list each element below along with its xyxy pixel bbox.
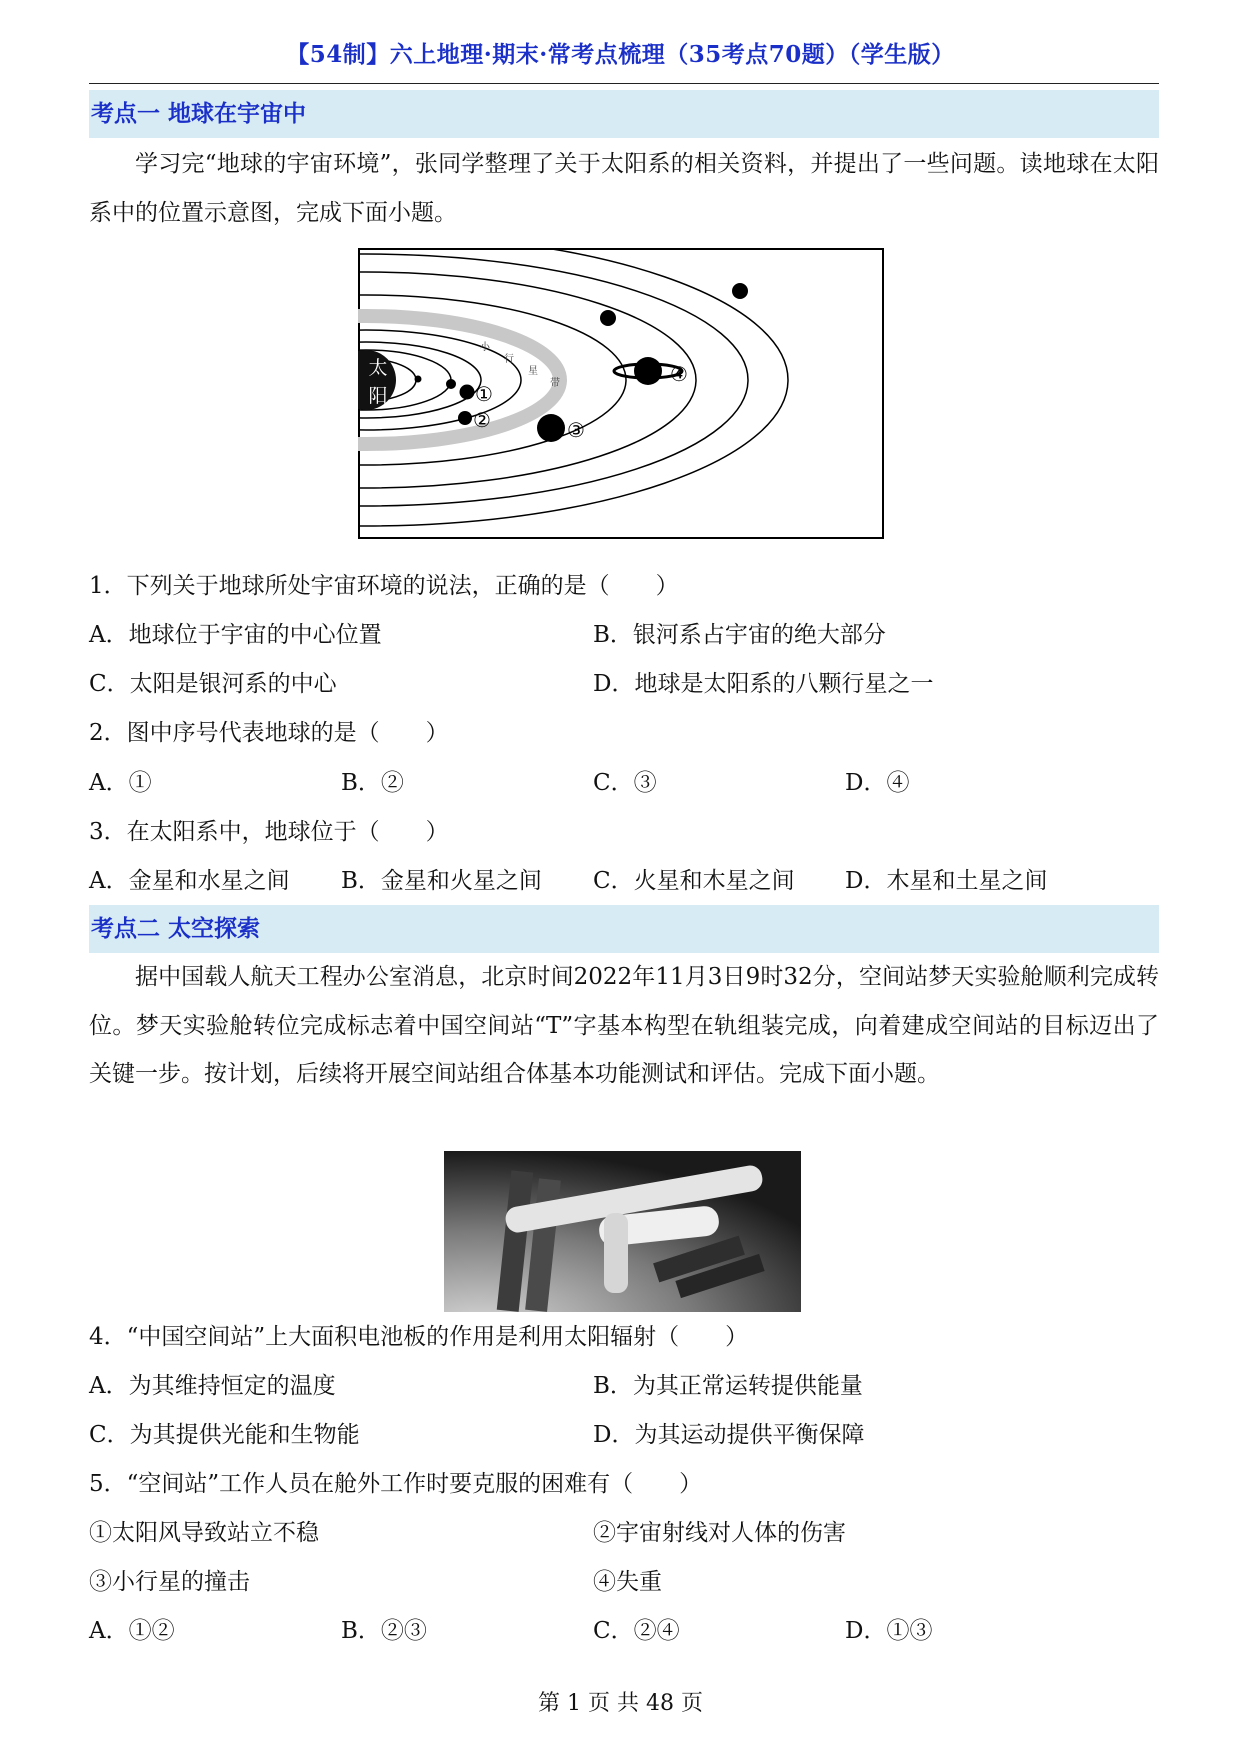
- planet-2: [458, 411, 472, 425]
- section-title: 考点一 地球在宇宙中: [91, 101, 307, 127]
- option-b: B．②③: [341, 1618, 427, 1644]
- asteroid-belt-label: 小: [480, 342, 490, 353]
- planet-mercury: [415, 376, 422, 383]
- planet-1: [460, 385, 475, 400]
- option-c: C．为其提供光能和生物能: [89, 1422, 360, 1448]
- option-a: A．为其维持恒定的温度: [89, 1373, 336, 1399]
- section-title: 考点二 太空探索: [91, 916, 261, 942]
- statement-item: ③小行星的撞击: [89, 1569, 250, 1595]
- planet-3: [537, 414, 565, 442]
- statement-item: ④失重: [593, 1569, 662, 1595]
- option-b: B．②: [341, 770, 404, 796]
- option-d: D．地球是太阳系的八颗行星之一: [593, 671, 934, 697]
- section-heading-1: [89, 90, 1159, 138]
- option-c: C．火星和木星之间: [593, 868, 795, 894]
- section-heading-2: [89, 905, 1159, 953]
- section-intro-2: 据中国载人航天工程办公室消息，北京时间2022年11月3日9时32分，空间站梦天实验舱顺利完成转位。梦天实验舱转位完成标志着中国空间站“T”字基本构型在轨组装完成，向着建成空间站的目标迈出了关键一步。按计划，后续将开展空间站组合体基本功能测试和评估。完成下面小题。: [89, 964, 1159, 1087]
- station-module: [604, 1213, 628, 1293]
- option-c: C．太阳是银河系的中心: [89, 671, 337, 697]
- asteroid-belt-label: 带: [550, 378, 560, 389]
- marker-1: ①: [475, 382, 493, 406]
- diagram-frame: [359, 249, 883, 538]
- solar-system-diagram: [358, 248, 884, 539]
- planet-uranus: [600, 310, 616, 326]
- question-stem: 2．图中序号代表地球的是（ ）: [89, 720, 449, 746]
- space-station-photo: [444, 1151, 801, 1312]
- statement-item: ②宇宙射线对人体的伤害: [593, 1520, 846, 1546]
- question-stem: 1．下列关于地球所处宇宙环境的说法，正确的是（ ）: [89, 573, 679, 599]
- question-stem: 4．“中国空间站”上大面积电池板的作用是利用太阳辐射（ ）: [89, 1324, 749, 1350]
- page-number: 第 1 页 共 48 页: [538, 1691, 703, 1716]
- question-stem: 3．在太阳系中，地球位于（ ）: [89, 819, 449, 845]
- sun-label: 太: [368, 357, 388, 379]
- option-d: D．①③: [845, 1618, 933, 1644]
- marker-2: ②: [473, 408, 491, 432]
- option-a: A．地球位于宇宙的中心位置: [89, 622, 382, 648]
- sun-label: 阳: [368, 385, 388, 407]
- asteroid-belt-label: 星: [528, 366, 538, 377]
- section-intro-1: 学习完“地球的宇宙环境”，张同学整理了关于太阳系的相关资料，并提出了一些问题。读地球在太阳系中的位置示意图，完成下面小题。: [89, 151, 1159, 226]
- option-b: B．银河系占宇宙的绝大部分: [593, 622, 886, 648]
- option-a: A．①: [89, 770, 152, 796]
- option-a: A．①②: [89, 1618, 175, 1644]
- question-stem: 5．“空间站”工作人员在舱外工作时要克服的困难有（ ）: [89, 1471, 703, 1497]
- option-b: B．金星和火星之间: [341, 868, 542, 894]
- option-d: D．为其运动提供平衡保障: [593, 1422, 865, 1448]
- planet-4: [634, 357, 662, 385]
- option-b: B．为其正常运转提供能量: [593, 1373, 863, 1399]
- option-a: A．金星和水星之间: [89, 868, 290, 894]
- document-title: 【54制】六上地理·期末·常考点梳理（35考点70题）（学生版）: [286, 41, 955, 68]
- option-c: C．②④: [593, 1618, 680, 1644]
- option-d: D．木星和土星之间: [845, 868, 1048, 894]
- statement-item: ①太阳风导致站立不稳: [89, 1520, 319, 1546]
- marker-3: ③: [567, 418, 585, 442]
- marker-4: ④: [670, 362, 688, 386]
- planet-neptune: [732, 283, 748, 299]
- asteroid-belt-label: 行: [504, 354, 514, 365]
- header-divider: [89, 83, 1159, 84]
- option-c: C．③: [593, 770, 657, 796]
- option-d: D．④: [845, 770, 910, 796]
- planet-venus: [446, 379, 456, 389]
